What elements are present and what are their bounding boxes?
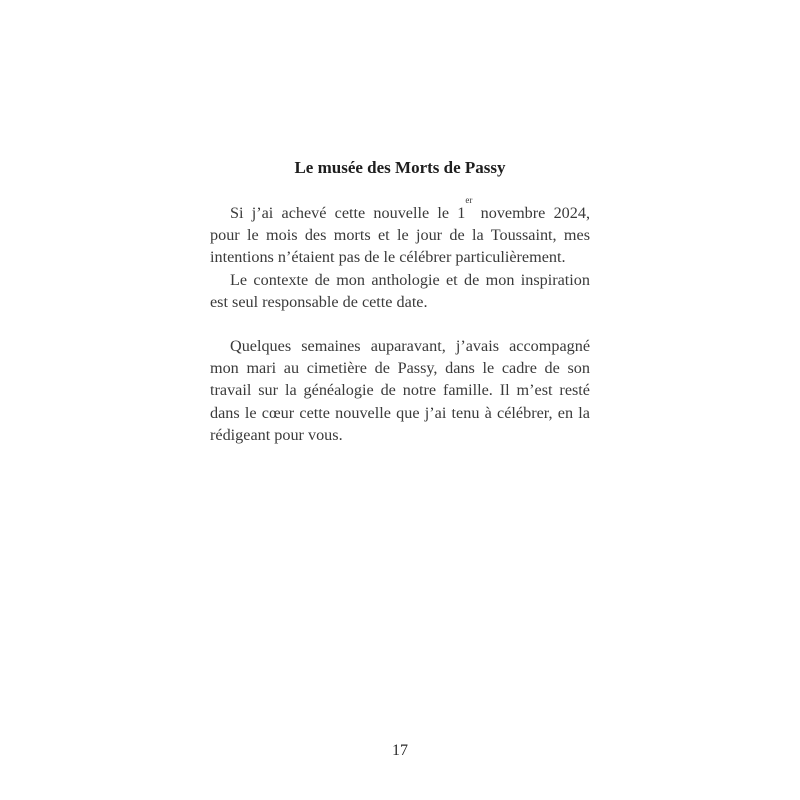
paragraph-spacer bbox=[210, 313, 590, 335]
chapter-title: Le musée des Morts de Passy bbox=[294, 158, 506, 177]
paragraph-1-start: Si j’ai achevé cette nouvelle le 1 bbox=[230, 204, 466, 222]
paragraph-1 bbox=[210, 195, 590, 269]
body-text bbox=[210, 195, 590, 446]
paragraph-1-end: novembre 2024, pour le mois des morts et le jour de la Toussaint, mes intentions n’étaient pas de le célébrer particulièrement. bbox=[210, 204, 590, 267]
ordinal-superscript: er bbox=[465, 195, 473, 205]
page-number: 17 bbox=[392, 742, 408, 759]
paragraph-2: Le contexte de mon anthologie et de mon inspiration est seul responsable de cette date. bbox=[210, 270, 590, 311]
paragraph-3: Quelques semaines auparavant, j’avais accompagné mon mari au cimetière de Passy, dans le cadre de son travail sur la généalogie de notre famille. Il m’est resté dans le cœur cette nouvelle que j’ai tenu à célébrer, en la rédigeant pour vous. bbox=[210, 337, 590, 444]
